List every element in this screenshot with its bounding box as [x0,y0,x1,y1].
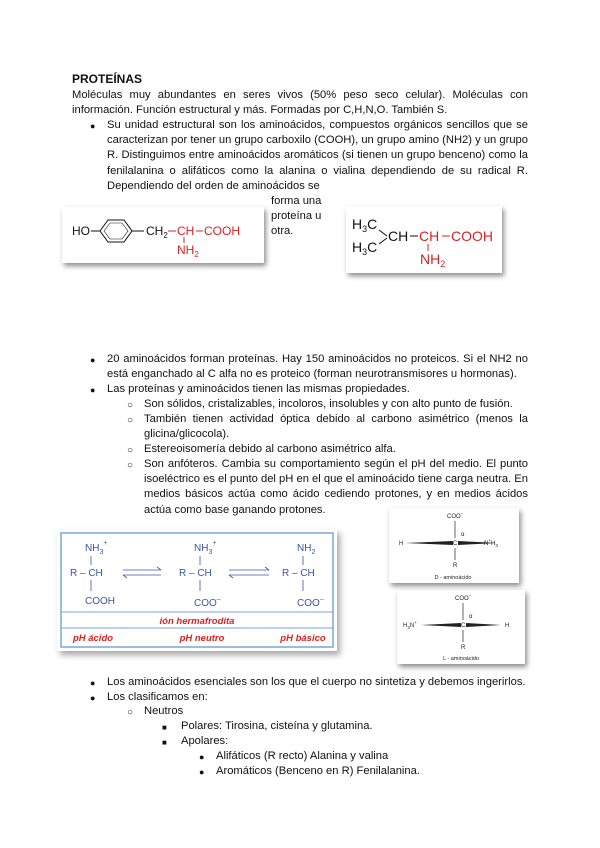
zwitterion-label: ión hermafrodita [159,616,235,627]
intro-line: información. Función estructural y más. Formadas por C,H,N,O. También S. [72,104,448,117]
sub-item: Estereoisomería debido al carbono asimétrico alfa. [144,443,396,455]
neutros-item: Neutros [144,705,184,717]
svg-text:COOH: COOH [85,596,115,607]
aromaticos-item: Aromáticos (Benceno en R) Fenilalanina. [216,765,420,777]
wrap-line: forma una [271,195,322,207]
intro-line: Moléculas muy abundantes en seres vivos (50% peso seco celular). Moléculas con [72,89,528,101]
svg-text:CH: CH [177,224,195,238]
zwitterion-diagram [57,529,337,651]
svg-text:NH3+: $NH_3^+$ [194,540,217,556]
bullet-icon: ● [90,355,96,365]
l-aminoacid-diagram [397,590,525,664]
bullet-icon: ● [90,693,96,703]
svg-text:COO–: COO– [447,511,464,520]
bullet-classification: Los clasificamos en: [107,691,208,703]
svg-text:NH2: $NH_2$ [177,243,199,259]
svg-text:R – CH: R – CH [282,568,315,579]
svg-text:NH2: $NH_2$ [420,251,446,269]
svg-text:R: R [453,563,458,569]
circle-bullet-icon: ○ [127,400,134,411]
svg-text:COO–: COO– [455,593,472,602]
bullet-line: 20 aminoácidos forman proteínas. Hay 150 aminoácidos no proteicos. Si el NH2 no [107,353,528,365]
bullet-icon: ● [90,121,96,131]
bullet-line: Dependiendo del orden de aminoácidos se [107,179,320,192]
svg-text:α: α [461,532,465,538]
bullet-line: R. Distinguimos entre aminoácidos aromáticos (si tienen un grupo benceno) como la [107,149,528,162]
bullet-icon: ● [199,752,205,762]
svg-text:COOH: COOH [451,228,493,244]
bullet-icon: ● [199,767,205,777]
svg-text:COOH: COOH [204,224,240,238]
bullet-properties: Las proteínas y aminoácidos tienen las mismas propiedades. [107,383,410,395]
bullet-line: caracterizan por tener un grupo carboxilo (COOH), un grupo amino (NH2) y un grupo [107,134,528,147]
svg-text:NH2: $NH_2$ [297,543,316,556]
tyrosine-structure [62,207,264,263]
bullet-wrap-text [271,194,331,240]
wrap-line: proteína u [271,210,322,223]
svg-text:R – CH: R – CH [70,568,103,579]
sub-line: Son anfóteros. Cambia su comportamiento según el pH del medio. El punto [144,458,528,470]
page-title: PROTEÍNAS [72,72,143,86]
sub-line: También tienen actividad óptica debido al carbono asimétrico (menos la [144,413,528,425]
circle-bullet-icon: ○ [127,707,134,718]
svg-text:H3C: $H_3C$ [352,216,378,234]
bullet-line: está enganchado al C alfa no es proteico (forman neurotransmisores u hormonas). [107,368,517,381]
alifaticos-item: Alifáticos (R recto) Alanina y valina [216,750,389,762]
sub-line: glicina/glicocola). [144,428,230,441]
sub-line: isoeléctrico es el punto del pH en el que el aminoácido tiene carga neutra. En [144,473,528,486]
bullet-icon: ● [90,385,96,395]
bullet-proteic [107,352,528,382]
svg-text:H3N+: $H_3N^+$ [403,620,417,630]
bullet-essential: Los aminoácidos esenciales son los que el cuerpo no sintetiza y debemos ingerirlos. [107,676,526,688]
svg-text:H3C: $H_3C$ [352,239,378,257]
tyrosine-ho: HO [72,224,90,238]
svg-text:H: H [399,541,404,547]
svg-text:H: H [505,623,510,629]
sub-line: actúa como base ganando protones. [144,503,326,516]
svg-text:CH2: $CH_2$ [146,224,168,240]
ph-neutral-label: pH neutro [179,633,225,644]
bullet-line: Su unidad estructural son los aminoácidos, compuestos orgánicos sencillos que se [107,119,528,131]
svg-text:C: C [453,541,458,547]
svg-text:C: C [461,623,466,629]
bullet-icon: ● [90,678,96,688]
svg-text:CH: CH [419,228,440,244]
l-isomer-label: L - aminoácido [443,656,479,662]
d-isomer-label: D - aminoácido [434,575,472,581]
sub-item [144,412,528,442]
wrap-line: otra. [271,225,294,238]
benzene-ring-icon [100,220,132,242]
svg-text:COO–: COO– [194,596,221,609]
intro-paragraph [72,88,528,118]
form-acid-top: $NH_3^+$ [85,540,108,556]
ph-acid-label: pH ácido [72,633,114,644]
svg-text:COO–: COO– [297,596,324,609]
bullet-aminoacids [107,118,528,194]
svg-text:N+H3: $N^+H_3$ [484,538,498,548]
bullet-line: fenilalanina o alifáticos como la alanina o vialina dependiendo de su radical R. [107,164,528,177]
sub-item: Son sólidos, cristalizables, incoloros, insolubles y con alto punto de fusión. [144,398,513,410]
apolares-item: Apolares: [181,735,229,747]
circle-bullet-icon: ○ [127,415,134,426]
svg-text:CH: CH [388,228,409,244]
square-bullet-icon: ■ [162,738,167,747]
valine-structure [346,206,502,273]
ph-basic-label: pH básico [280,633,326,644]
svg-text:R – CH: R – CH [179,568,212,579]
circle-bullet-icon: ○ [127,445,134,456]
polares-item: Polares: Tirosina, cisteína y glutamina. [181,720,373,732]
square-bullet-icon: ■ [162,723,167,732]
sub-line: medios básicos actúa como ácido cediendo protones, y en medios ácidos [144,488,528,501]
svg-text:α: α [469,614,473,620]
svg-text:R: R [461,645,466,651]
d-aminoacid-diagram [389,508,519,583]
circle-bullet-icon: ○ [127,460,134,471]
